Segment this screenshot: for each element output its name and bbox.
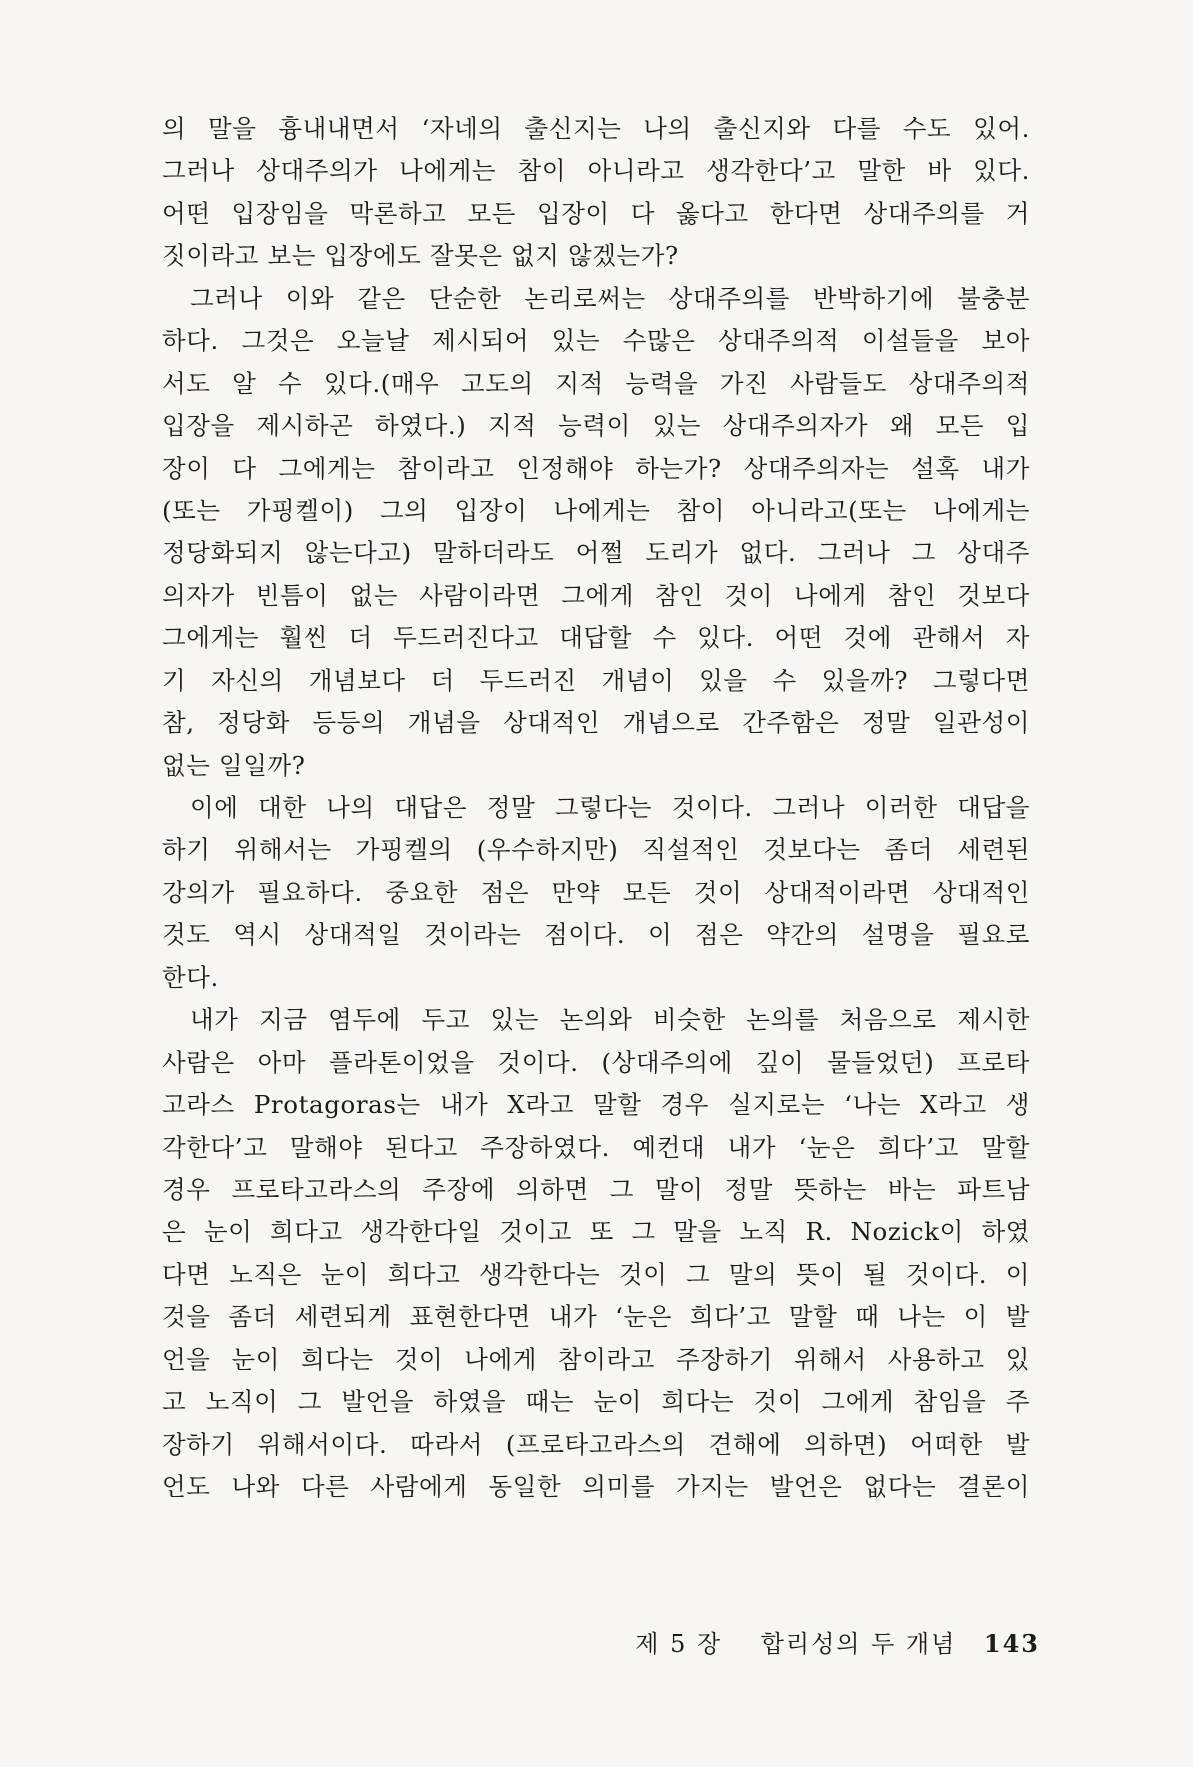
- text-line: 의 말을 흉내내면서 ‘자네의 출신지는 나의 출신지와 다를 수도 있어.: [162, 114, 1030, 143]
- main-text: [162, 108, 1030, 1508]
- text-line: 장하기 위해서이다. 따라서 (프로타고라스의 견해에 의하면) 어떠한 발: [162, 1429, 1030, 1459]
- text-line: 짓이라고 보는 입장에도 잘못은 없지 않겠는가?: [162, 241, 679, 271]
- text-line: 언을 눈이 희다는 것이 나에게 참이라고 주장하기 위해서 사용하고 있: [162, 1344, 1030, 1374]
- page-number: 143: [983, 1629, 1040, 1658]
- text-line: 언도 나와 다른 사람에게 동일한 의미를 가지는 발언은 없다는 결론이: [162, 1472, 1030, 1501]
- text-line: 장이 다 그에게는 참이라고 인정해야 하는가? 상대주의자는 설혹 내가: [162, 453, 1030, 483]
- page-body: [162, 108, 1030, 1708]
- footer-chapter: 제 5 장: [635, 1630, 723, 1658]
- paragraph: [162, 999, 1030, 1508]
- text-line: 기 자신의 개념보다 더 두드러진 개념이 있을 수 있을까? 그렇다면: [162, 665, 1030, 695]
- paragraph: [162, 108, 1030, 278]
- text-line: 것을 좀더 세련되게 표현한다면 내가 ‘눈은 희다’고 말할 때 나는 이 발: [162, 1302, 1030, 1332]
- text-line: 이에 대한 나의 대답은 정말 그렇다는 것이다. 그러나 이러한 대답을: [190, 793, 1030, 822]
- text-line: 각한다’고 말해야 된다고 주장하였다. 예컨대 내가 ‘눈은 희다’고 말할: [162, 1132, 1030, 1162]
- text-line: (또는 가핑켈이) 그의 입장이 나에게는 참이 아니라고(또는 나에게는: [162, 495, 1030, 525]
- text-line: 하다. 그것은 오늘날 제시되어 있는 수많은 상대주의적 이설들을 보아: [162, 326, 1030, 356]
- paragraph: [162, 278, 1030, 787]
- text-line: 그에게는 훨씬 더 두드러진다고 대답할 수 있다. 어떤 것에 관해서 자: [162, 623, 1030, 653]
- text-line: 강의가 필요하다. 중요한 점은 만약 모든 것이 상대적이라면 상대적인: [162, 877, 1030, 907]
- text-line: 경우 프로타고라스의 주장에 의하면 그 말이 정말 뜻하는 바는 파트남: [162, 1174, 1030, 1204]
- text-line: 한다.: [162, 962, 219, 992]
- running-footer: [600, 1624, 1040, 1659]
- text-line: 그러나 이와 같은 단순한 논리로써는 상대주의를 반박하기에 불충분: [190, 283, 1030, 313]
- text-line: 고라스 Protagoras는 내가 X라고 말할 경우 실지로는 ‘나는 X라고 생: [162, 1090, 1030, 1120]
- footer-chapter-title: 합리성의 두 개념: [760, 1630, 957, 1658]
- text-line: 은 눈이 희다고 생각한다일 것이고 또 그 말을 노직 R. Nozick이 하였: [162, 1217, 1030, 1247]
- text-line: 그러나 상대주의가 나에게는 참이 아니라고 생각한다’고 말한 바 있다.: [162, 156, 1030, 186]
- text-line: 것도 역시 상대적일 것이라는 점이다. 이 점은 약간의 설명을 필요로: [162, 920, 1030, 950]
- text-line: 입장을 제시하곤 하였다.) 지적 능력이 있는 상대주의자가 왜 모든 입: [162, 411, 1030, 441]
- text-line: 없는 일일까?: [162, 750, 306, 780]
- text-line: 내가 지금 염두에 두고 있는 논의와 비슷한 논의를 처음으로 제시한: [190, 1005, 1030, 1035]
- text-line: 하기 위해서는 가핑켈의 (우수하지만) 직설적인 것보다는 좀더 세련된: [162, 835, 1030, 865]
- text-line: 어떤 입장임을 막론하고 모든 입장이 다 옳다고 한다면 상대주의를 거: [162, 198, 1030, 228]
- text-line: 의자가 빈틈이 없는 사람이라면 그에게 참인 것이 나에게 참인 것보다: [162, 580, 1030, 610]
- text-line: 참, 정당화 등등의 개념을 상대적인 개념으로 간주함은 정말 일관성이: [162, 708, 1030, 738]
- text-line: 고 노직이 그 발언을 하였을 때는 눈이 희다는 것이 그에게 참임을 주: [162, 1387, 1030, 1417]
- paragraph: [162, 787, 1030, 999]
- text-line: 정당화되지 않는다고) 말하더라도 어쩔 도리가 없다. 그러나 그 상대주: [162, 538, 1030, 568]
- text-line: 다면 노직은 눈이 희다고 생각한다는 것이 그 말의 뜻이 될 것이다. 이: [162, 1259, 1030, 1289]
- text-line: 사람은 아마 플라톤이었을 것이다. (상대주의에 깊이 물들었던) 프로타: [162, 1047, 1030, 1077]
- text-line: 서도 알 수 있다.(매우 고도의 지적 능력을 가진 사람들도 상대주의적: [162, 368, 1030, 398]
